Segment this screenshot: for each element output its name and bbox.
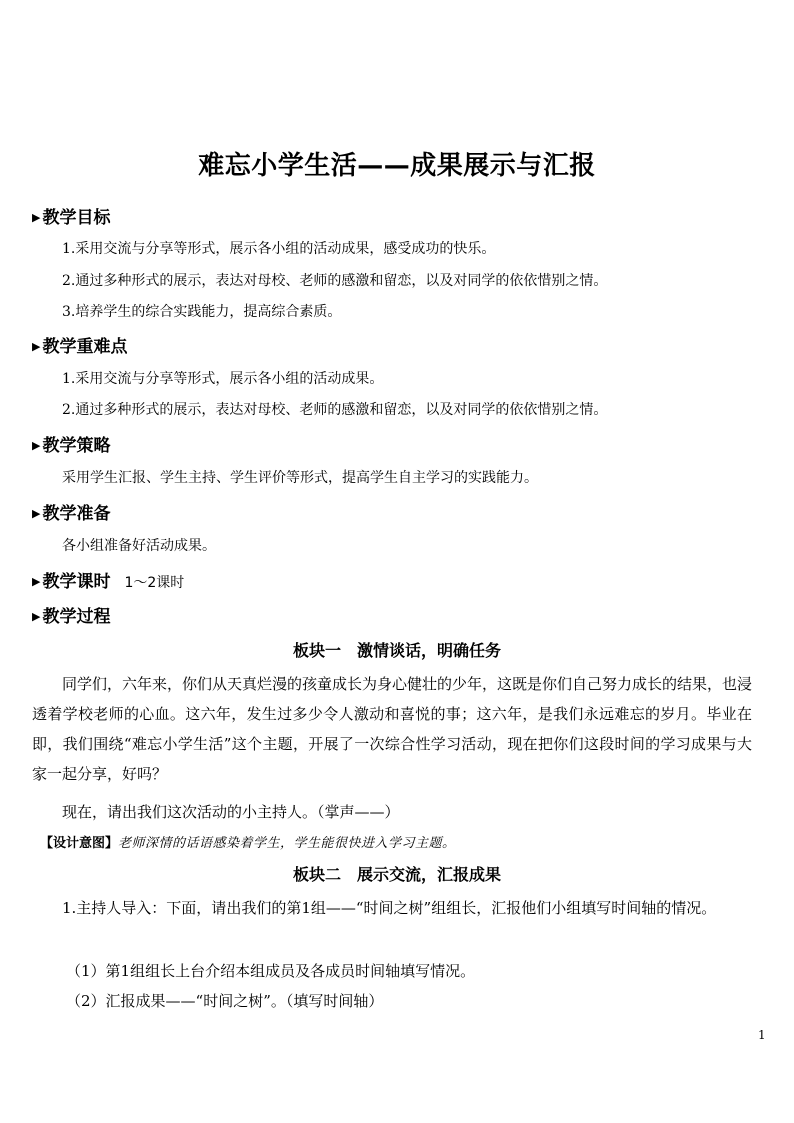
heading-goals: ▶ 教学目标 (32, 208, 111, 228)
block1-title: 板块一 激情谈话，明确任务 (292, 641, 501, 660)
design-intent (40, 832, 456, 851)
goal-item-2: 2.通过多种形式的展示，表达对母校、老师的感激和留恋，以及对同学的依依惜别之情。 (62, 273, 608, 289)
design-intent-text: 老师深情的话语感染着学生，学生能很快进入学习主题。 (118, 836, 456, 851)
goal-item-1: 1.采用交流与分享等形式，展示各小组的活动成果，感受成功的快乐。 (62, 241, 496, 257)
design-intent-label: 【设计意图】 (40, 836, 119, 851)
strategy-text: 采用学生汇报、学生主持、学生评价等形式，提高学生自主学习的实践能力。 (62, 470, 538, 486)
page-title: 难忘小学生活——成果展示与汇报 (198, 151, 596, 181)
block2-item-1: （1）第1组组长上台介绍本组成员及各成员时间轴填写情况。 (66, 962, 476, 980)
block2-title: 板块二 展示交流，汇报成果 (292, 865, 501, 884)
block1-paragraph: 同学们，六年来，你们从天真烂漫的孩童成长为身心健壮的少年，这既是你们自己努力成长的结果，也浸透着学校老师的心血。这六年，发生过多少令人激动和喜悦的事；这六年，是我们永远难忘的岁月。毕业在即，我们围绕“难忘小学生活”这个主题，开展了一次综合性学习活动，现在把你们这段时间的学习成果与大家一起分享，好吗？ (32, 675, 753, 783)
heading-hours: ▶ 教学课时 1～2课时 (32, 572, 185, 592)
heading-process: ▶ 教学过程 (32, 607, 111, 627)
block1-host-line: 现在，请出我们这次活动的小主持人。（掌声——） (62, 803, 400, 821)
triangle-bullet-icon: ▶ (32, 575, 41, 588)
triangle-bullet-icon: ▶ (32, 610, 41, 623)
preparation-text: 各小组准备好活动成果。 (62, 538, 216, 554)
key-point-item-1: 1.采用交流与分享等形式，展示各小组的活动成果。 (62, 371, 384, 387)
triangle-bullet-icon: ▶ (32, 507, 41, 520)
page-number: 1 (758, 1028, 766, 1042)
key-point-item-2: 2.通过多种形式的展示，表达对母校、老师的感激和留恋，以及对同学的依依惜别之情。 (62, 402, 608, 418)
goal-item-3: 3.培养学生的综合实践能力，提高综合素质。 (62, 304, 342, 320)
triangle-bullet-icon: ▶ (32, 211, 41, 224)
heading-strategy: ▶ 教学策略 (32, 436, 111, 456)
triangle-bullet-icon: ▶ (32, 340, 41, 353)
heading-preparation: ▶ 教学准备 (32, 504, 111, 524)
triangle-bullet-icon: ▶ (32, 439, 41, 452)
block2-paragraph: 1.主持人导入：下面，请出我们的第1组——“时间之树”组组长，汇报他们小组填写时间轴的情况。 (62, 899, 717, 917)
block2-item-2: （2）汇报成果——“时间之树”。（填写时间轴） (66, 992, 384, 1010)
heading-key-points: ▶ 教学重难点 (32, 337, 128, 357)
hours-value: 1～2课时 (124, 575, 185, 591)
